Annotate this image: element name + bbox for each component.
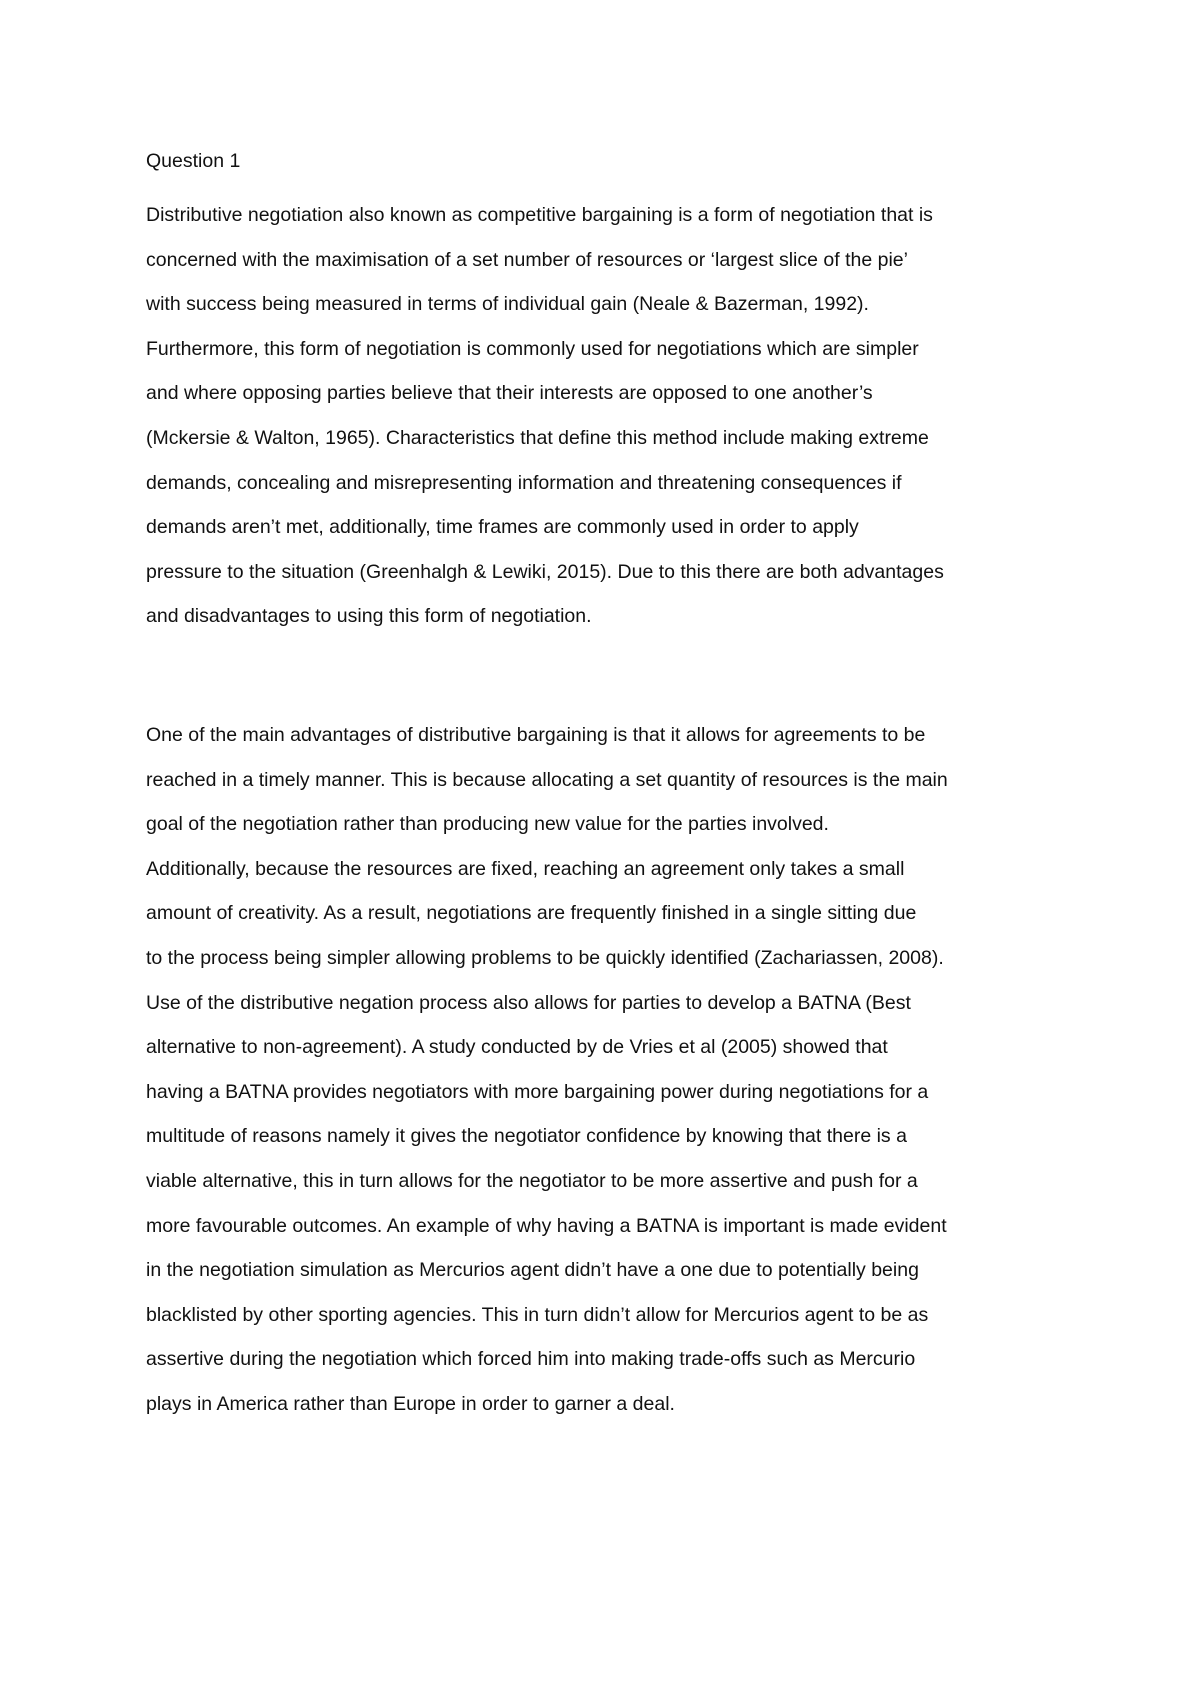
text-line: and where opposing parties believe that their interests are opposed to one another’s xyxy=(146,382,873,405)
paragraph-distributive-negotiation xyxy=(146,193,1066,639)
text-line: concerned with the maximisation of a set number of resources or ‘largest slice of the pie’ xyxy=(146,248,908,271)
text-line: One of the main advantages of distributive bargaining is that it allows for agreements to be xyxy=(146,724,926,746)
text-line: to the process being simpler allowing problems to be quickly identified (Zachariassen, 2008). xyxy=(146,946,944,969)
text-line: with success being measured in terms of individual gain (Neale & Bazerman, 1992). xyxy=(146,293,869,316)
text-line: viable alternative, this in turn allows for the negotiator to be more assertive and push for a xyxy=(146,1169,918,1192)
text-line: demands, concealing and misrepresenting information and threatening consequences if xyxy=(146,471,902,494)
question-heading: Question 1 xyxy=(146,150,241,172)
text-line: (Mckersie & Walton, 1965). Characteristics that define this method include making extreme xyxy=(146,426,929,449)
text-line: goal of the negotiation rather than producing new value for the parties involved. xyxy=(146,813,829,836)
text-line: multitude of reasons namely it gives the negotiator confidence by knowing that there is a xyxy=(146,1125,907,1148)
text-line: Distributive negotiation also known as competitive bargaining is a form of negotiation that is xyxy=(146,204,933,226)
text-line: and disadvantages to using this form of negotiation. xyxy=(146,605,592,628)
text-line: having a BATNA provides negotiators with more bargaining power during negotiations for a xyxy=(146,1080,929,1103)
text-line: assertive during the negotiation which forced him into making trade-offs such as Mercurio xyxy=(146,1348,916,1371)
text-line: reached in a timely manner. This is because allocating a set quantity of resources is the main xyxy=(146,768,948,791)
paragraph-advantages xyxy=(146,713,1066,1427)
text-line: in the negotiation simulation as Mercurios agent didn’t have a one due to potentially being xyxy=(146,1259,919,1282)
text-line: blacklisted by other sporting agencies. This in turn didn’t allow for Mercurios agent to be as xyxy=(146,1303,929,1326)
text-line: more favourable outcomes. An example of why having a BATNA is important is made evident xyxy=(146,1214,947,1237)
text-line: plays in America rather than Europe in order to garner a deal. xyxy=(146,1392,675,1415)
text-line: Furthermore, this form of negotiation is commonly used for negotiations which are simpler xyxy=(146,337,919,360)
text-line: amount of creativity. As a result, negotiations are frequently finished in a single sitting due xyxy=(146,902,917,925)
text-line: Use of the distributive negation process also allows for parties to develop a BATNA (Best xyxy=(146,991,911,1014)
text-line: pressure to the situation (Greenhalgh & Lewiki, 2015). Due to this there are both advantages xyxy=(146,560,944,583)
text-line: demands aren’t met, additionally, time frames are commonly used in order to apply xyxy=(146,516,859,539)
text-line: Additionally, because the resources are fixed, reaching an agreement only takes a small xyxy=(146,857,905,880)
text-line: alternative to non-agreement). A study conducted by de Vries et al (2005) showed that xyxy=(146,1036,888,1059)
